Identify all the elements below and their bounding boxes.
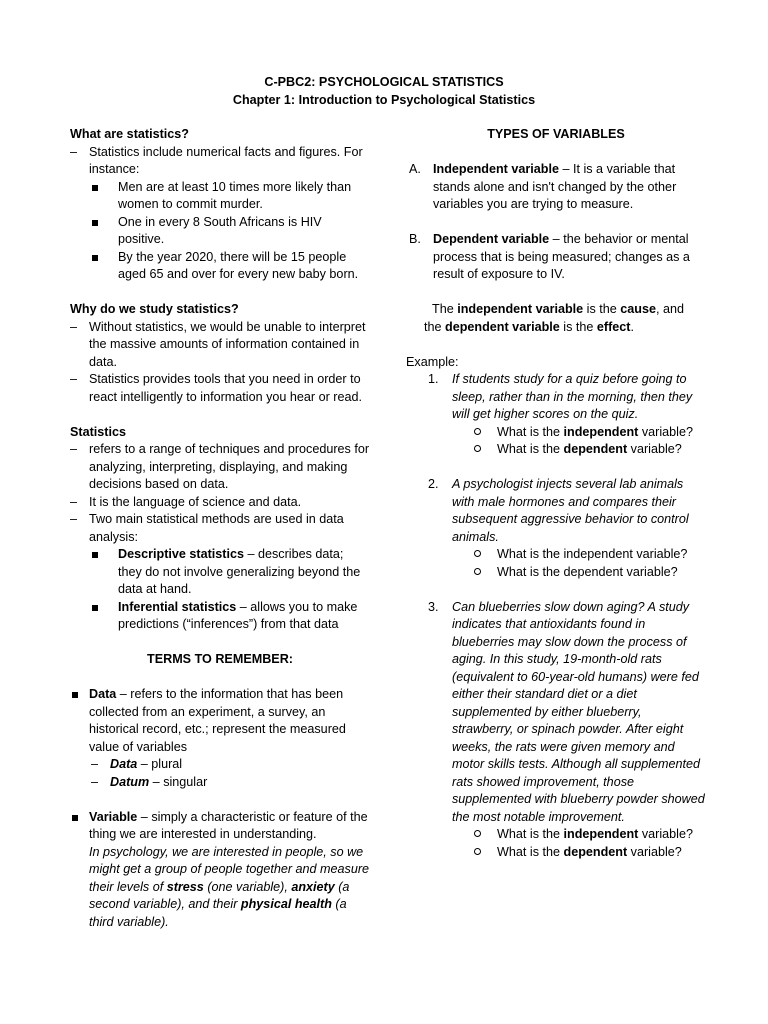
method-item: Descriptive statistics – describes data; they do not involve generalizing beyond the data at hand.	[70, 546, 370, 599]
question-item: What is the dependent variable?	[406, 441, 706, 459]
question-item: What is the independent variable?	[406, 826, 706, 844]
left-column	[70, 126, 370, 931]
what-example: Men are at least 10 times more likely than women to commit murder.	[70, 179, 370, 214]
terms-heading: TERMS TO REMEMBER:	[147, 652, 293, 666]
square-bullet-icon	[72, 815, 78, 821]
course-title: C-PBC2: PSYCHOLOGICAL STATISTICS	[264, 75, 504, 89]
square-bullet-icon	[92, 255, 98, 261]
what-point: – Statistics include numerical facts and figures. For instance:	[70, 144, 363, 176]
types-heading: TYPES OF VARIABLES	[487, 127, 625, 141]
term-variable: Variable – simply a characteristic or feature of the thing we are interested in understanding. In psychology, we are interested in people, so we might get a group of people together and measure their levels of stress (one variable), anxiety (a second variable), and their physical health (a third variable).	[70, 809, 370, 932]
statistics-point: – Two main statistical methods are used in data analysis:	[70, 512, 344, 544]
type-item: A. Independent variable – It is a variable that stands alone and isn't changed by the other variables you are trying to measure.	[409, 162, 677, 211]
circle-bullet-icon	[474, 550, 481, 557]
question-item: What is the dependent variable?	[406, 564, 706, 582]
method-item: Inferential statistics – allows you to make predictions (“inferences”) from that data	[70, 599, 370, 634]
question-item: What is the independent variable?	[406, 546, 706, 564]
square-bullet-icon	[92, 605, 98, 611]
what-heading: What are statistics?	[70, 127, 189, 141]
chapter-title: Chapter 1: Introduction to Psychological Statistics	[232, 93, 536, 107]
data-form: – Datum – singular	[91, 774, 208, 789]
why-point: – Statistics provides tools that you need in order to react intelligently to information you hear or read.	[70, 372, 363, 404]
statistics-point: – refers to a range of techniques and procedures for analyzing, interpreting, displaying, and making decisions based on data.	[70, 442, 370, 491]
term-data: Data – refers to the information that has been collected from an experiment, a survey, an historical record, etc.; represent the measured value of variables	[70, 686, 370, 756]
data-form: – Data – plural	[91, 757, 183, 771]
circle-bullet-icon	[474, 848, 481, 855]
circle-bullet-icon	[474, 830, 481, 837]
circle-bullet-icon	[474, 568, 481, 575]
example-item: 3. Can blueberries slow down aging? A study indicates that antioxidants found in blueberries may slow down the process of aging. In this study, 19-month-old rats (equivalent to 60-year-old humans) were fed either their standard diet or a diet supplemented by either blueberry, strawberry, or spinach powder. After eight weeks, the rats were given memory and motor skills tests. Although all supplemented rats showed improvement, those supplemented with blueberry powder showed the most notable improvement.	[428, 599, 705, 824]
statistics-point: – It is the language of science and data.	[70, 494, 302, 509]
circle-bullet-icon	[474, 428, 481, 435]
why-point: – Without statistics, we would be unable to interpret the massive amounts of information contained in data.	[70, 319, 366, 369]
square-bullet-icon	[92, 552, 98, 558]
square-bullet-icon	[92, 185, 98, 191]
cause-effect-line: The independent variable is the cause, and	[432, 302, 685, 316]
right-column	[406, 126, 706, 861]
question-item: What is the dependent variable?	[406, 844, 706, 862]
question-item: What is the independent variable?	[406, 424, 706, 442]
why-heading: Why do we study statistics?	[70, 302, 239, 316]
square-bullet-icon	[92, 220, 98, 226]
circle-bullet-icon	[474, 445, 481, 452]
what-example: By the year 2020, there will be 15 people aged 65 and over for every new baby born.	[70, 249, 370, 284]
square-bullet-icon	[72, 692, 78, 698]
what-example: One in every 8 South Africans is HIV positive.	[70, 214, 370, 249]
example-item: 2. A psychologist injects several lab animals with male hormones and compares their subsequent aggressive behavior to control animals.	[428, 477, 689, 544]
variable-example: In psychology, we are interested in people, so we might get a group of people together and measure their levels of stress (one variable), anxiety (a second variable), and their physical health (a third variable).	[89, 844, 370, 929]
statistics-heading: Statistics	[70, 424, 126, 439]
cause-effect-line: the dependent variable is the effect.	[424, 319, 634, 334]
type-item: B. Dependent variable – the behavior or mental process that is being measured; changes as a result of exposure to IV.	[409, 232, 690, 281]
example-label: Example:	[406, 354, 459, 369]
example-item: 1. If students study for a quiz before going to sleep, rather than in the morning, then they will get higher scores on the quiz.	[428, 372, 693, 421]
